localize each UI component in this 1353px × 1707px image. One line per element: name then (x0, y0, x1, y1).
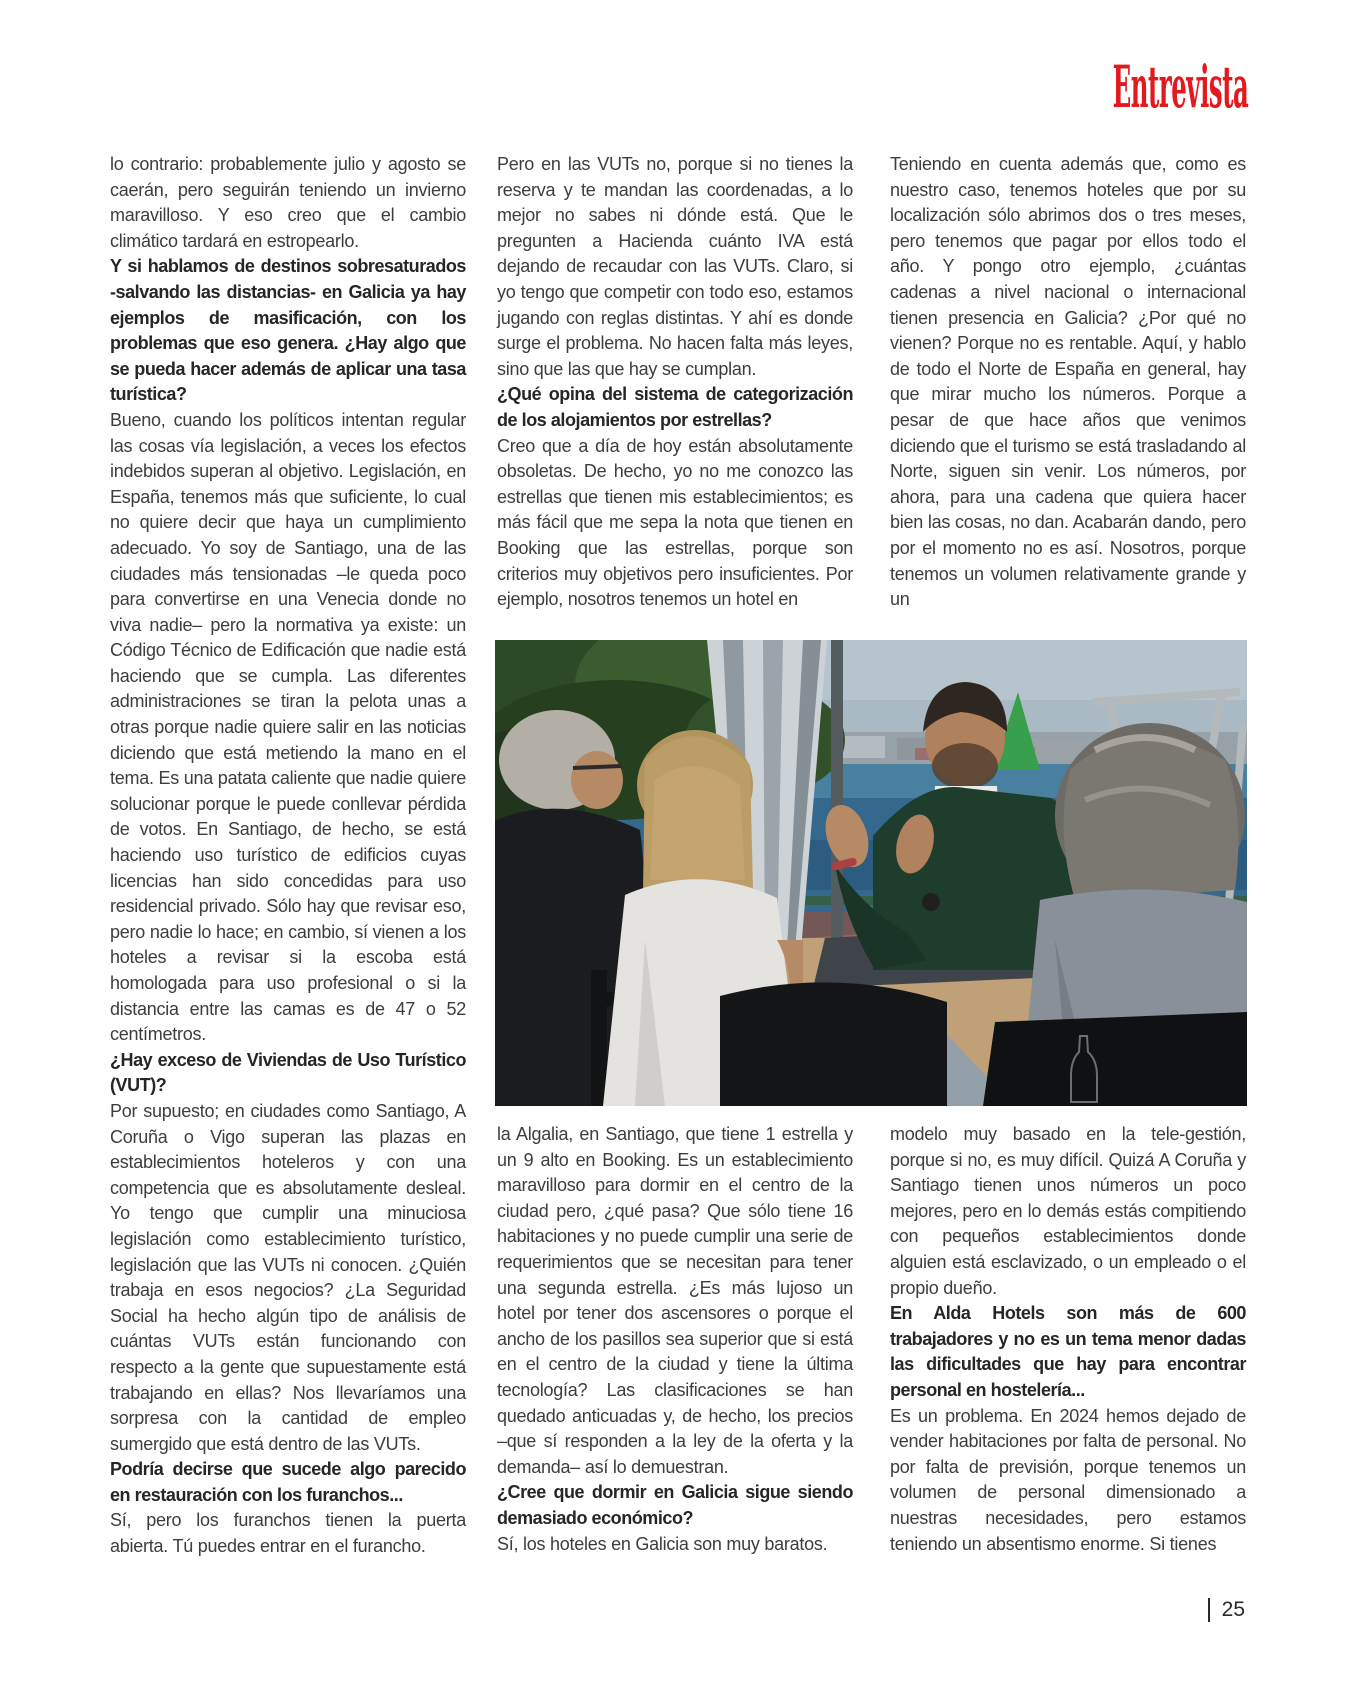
answer-paragraph: Sí, pero los furanchos tienen la puerta abierta. Tú puedes entrar en el furancho. (110, 1510, 466, 1557)
answer-paragraph: Creo que a día de hoy están absolutamente obsoletas. De hecho, yo no me conozco las estrellas que tienen mis establecimientos; es más fácil que me sepa la nota que tienen en Booking que las estrellas, porque son criterios muy objetivos pero insuficientes. Por ejemplo, nosotros tenemos un hotel en (497, 435, 853, 610)
question-paragraph: ¿Cree que dormir en Galicia sigue siendo demasiado económico? (497, 1482, 853, 1528)
question-paragraph: Podría decirse que sucede algo parecido en restauración con los furanchos... (110, 1459, 466, 1505)
answer-paragraph: Bueno, cuando los políticos intentan regular las cosas vía legislación, a veces los efectos indebidos superan al objetivo. Legislación, en España, tenemos más que suficiente, lo cual no quiere decir que haya un cumplimiento adecuado. Yo soy de Santiago, una de las ciudades más tensionadas –le queda poco para convertirse en una Venecia donde no viva nadie– pero la normativa ya existe: un Código Técnico de Edificación que nadie está haciendo que se cumpla. Las diferentes administraciones se tiran la pelota unas a otras porque nadie quiere salir en las noticias diciendo que está metiendo la mano en el tema. Es una patata caliente que nadie quiere solucionar porque le puede conllevar pérdida de votos. En Santiago, de hecho, se está haciendo uso turístico de edificios cuyas licencias han sido concedidas para uso residencial privado. Sólo hay que revisar eso, pero nadie lo hace; en cambio, sí vienen a los hoteles a revisar si la escoba está homologada para uso profesional o si la distancia entre las camas es de 47 o 52 centímetros. (110, 409, 467, 1045)
article-column-3-top (890, 152, 1246, 613)
question-paragraph: Y si hablamos de destinos sobresaturados -salvando las distancias- en Galicia ya hay ejemplos de masificación, con los problemas que eso genera. ¿Hay algo que se pueda hacer además de aplicar una tasa turística? (110, 256, 466, 405)
article-column-3-bottom (890, 1122, 1246, 1557)
footer-divider (1208, 1598, 1210, 1622)
answer-paragraph: Teniendo en cuenta además que, como es nuestro caso, tenemos hoteles que por su localización sólo abrimos dos o tres meses, pero tenemos que pagar por ellos todo el año. Y pongo otro ejemplo, ¿cuántas cadenas a nivel nacional o internacional tienen presencia en Galicia? ¿Por qué no vienen? Porque no es rentable. Aquí, y hablo de todo el Norte de España en general, hay que mirar mucho los números. Porque a pesar de que hace años que venimos diciendo que el turismo se está trasladando al Norte, siguen sin venir. Los números, por ahora, para una cadena que quiera hacer bien las cosas, no dan. Acabarán dando, pero por el momento no es así. Nosotros, porque tenemos un volumen relativamente grande y un (890, 154, 1246, 610)
answer-paragraph: Por supuesto; en ciudades como Santiago, A Coruña o Vigo superan las plazas en establecimientos hoteleros y con una competencia que es absolutamente desleal. Yo tengo que cumplir una minuciosa legislación como establecimiento turístico, legislación que las VUTs ni conocen. ¿Quién trabaja en esos negocios? ¿La Seguridad Social ha hecho algún tipo de análisis de cuántas VUTs están funcionando con respecto a la gente que supuestamente está trabajando en ellas? Nos llevaríamos una sorpresa con la cantidad de empleo sumergido que está dentro de las VUTs. (110, 1100, 466, 1454)
question-paragraph: ¿Hay exceso de Viviendas de Uso Turístico (VUT)? (110, 1049, 466, 1096)
answer-paragraph: la Algalia, en Santiago, que tiene 1 estrella y un 9 alto en Booking. Es un establecimiento maravilloso para dormir en el centro de la ciudad pero, ¿qué pasa? Que sólo tiene 16 habitaciones y no puede cumplir una serie de requerimientos que se necesitan para tener una segunda estrella. ¿Es más lujoso un hotel por tener dos ascensores o porque el ancho de los pasillos sea superior que si está en el centro de la ciudad y tiene la última tecnología? Las clasificaciones se han quedado anticuadas y, de hecho, los precios –que sí responden a la ley de la oferta y la demanda– así lo demuestran. (497, 1124, 853, 1477)
article-column-1 (110, 152, 466, 1560)
answer-paragraph: Pero en las VUTs no, porque si no tienes la reserva y te mandan las coordenadas, a lo mejor no sabes ni dónde está. Que le pregunten a Hacienda cuánto IVA está dejando de recaudar con las VUTs. Claro, si yo tengo que competir con todo eso, estamos jugando con reglas distintas. Y ahí es donde surge el problema. No hacen falta más leyes, sino que las que hay se cumplan. (497, 154, 853, 379)
answer-paragraph: Es un problema. En 2024 hemos dejado de vender habitaciones por falta de personal. No por falta de previsión, porque tenemos un volumen de personal dimensionado a nuestras necesidades, pero estamos teniendo un absentismo enorme. Si tienes (890, 1405, 1246, 1554)
photo-chair-front (720, 982, 947, 1106)
question-paragraph: En Alda Hotels son más de 600 trabajadores y no es un tema menor dadas las dificultades que hay para encontrar personal en hostelería... (890, 1303, 1246, 1400)
answer-paragraph: Sí, los hoteles en Galicia son muy baratos. (497, 1533, 828, 1554)
interview-photo-graphic (495, 640, 1247, 1106)
page-footer (1208, 1598, 1245, 1622)
article-column-2-top (497, 152, 853, 613)
photo-chair-right (983, 1012, 1247, 1106)
answer-paragraph: lo contrario: probablemente julio y agosto se caerán, pero seguirán teniendo un invierno maravilloso. Y eso creo que el cambio climático tardará en estropearlo. (110, 154, 466, 251)
section-title: Entrevista (1112, 53, 1248, 121)
article-column-2-bottom (497, 1122, 853, 1557)
answer-paragraph: modelo muy basado en la tele-gestión, porque si no, es muy difícil. Quizá A Coruña y Santiago tienen unos números un poco mejores, pero en lo demás estás compitiendo con pequeños establecimientos donde alguien está esclavizado, o un empleado o el propio dueño. (890, 1124, 1246, 1298)
question-paragraph: ¿Qué opina del sistema de categorización de los alojamientos por estrellas? (497, 384, 853, 430)
interview-photo (495, 640, 1247, 1106)
page-number: 25 (1221, 1598, 1245, 1621)
